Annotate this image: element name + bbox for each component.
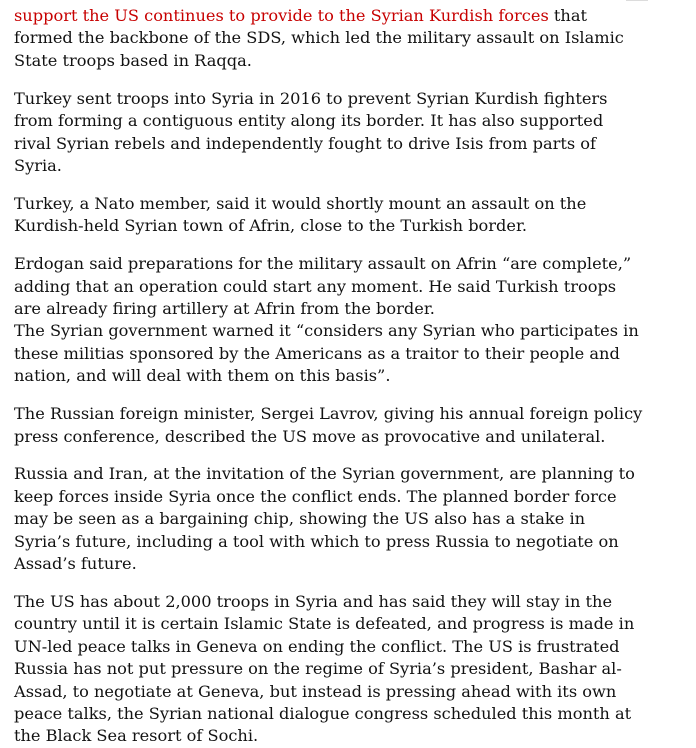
article-body — [14, 5, 644, 748]
paragraph-2: Turkey sent troops into Syria in 2016 to prevent Syrian Kurdish fighters from forming a contiguous entity along its border. It has also supported rival Syrian rebels and independently fought to drive Isis from parts of Syria. — [14, 88, 608, 175]
paragraph-1-text: that formed the backbone of the SDS, which led the military assault on Islamic State troops based in Raqqa. — [14, 6, 624, 70]
paragraph-4: Erdogan said preparations for the military assault on Afrin “are complete,” adding that an operation could start any moment. He said Turkish troops are already firing artillery at Afrin from the border. — [14, 254, 632, 318]
top-divider — [626, 0, 648, 1]
paragraph-6: The Russian foreign minister, Sergei Lavrov, giving his annual foreign policy press conference, described the US move as provocative and unilateral. — [14, 404, 643, 446]
paragraph-8: The US has about 2,000 troops in Syria and has said they will stay in the country until it is certain Islamic State is defeated, and progress is made in UN-led peace talks in Geneva on ending the conflict. The US is frustrated Russia has not put pressure on the regime of Syria’s president, Bashar al-Assad, to negotiate at Geneva, but instead is pressing ahead with its own peace talks, the Syrian national dialogue congress scheduled this month at the Black Sea resort of Sochi. — [14, 591, 635, 746]
paragraph-3: Turkey, a Nato member, said it would shortly mount an assault on the Kurdish-held Syrian town of Afrin, close to the Turkish border. — [14, 193, 587, 236]
paragraph-1 — [14, 5, 644, 72]
inline-link-kurdish-support[interactable]: support the US continues to provide to the Syrian Kurdish forces — [14, 6, 549, 25]
paragraph-7: Russia and Iran, at the invitation of the Syrian government, are planning to keep forces inside Syria once the conflict ends. The planned border force may be seen as a bargaining chip, showing the US also has a stake in Syria’s future, including a tool with which to press Russia to negotiate on Assad’s future. — [14, 464, 635, 574]
paragraph-5: The Syrian government warned it “considers any Syrian who participates in these militias sponsored by the Americans as a traitor to their people and nation, and will deal with them on this basis”. — [14, 321, 639, 386]
